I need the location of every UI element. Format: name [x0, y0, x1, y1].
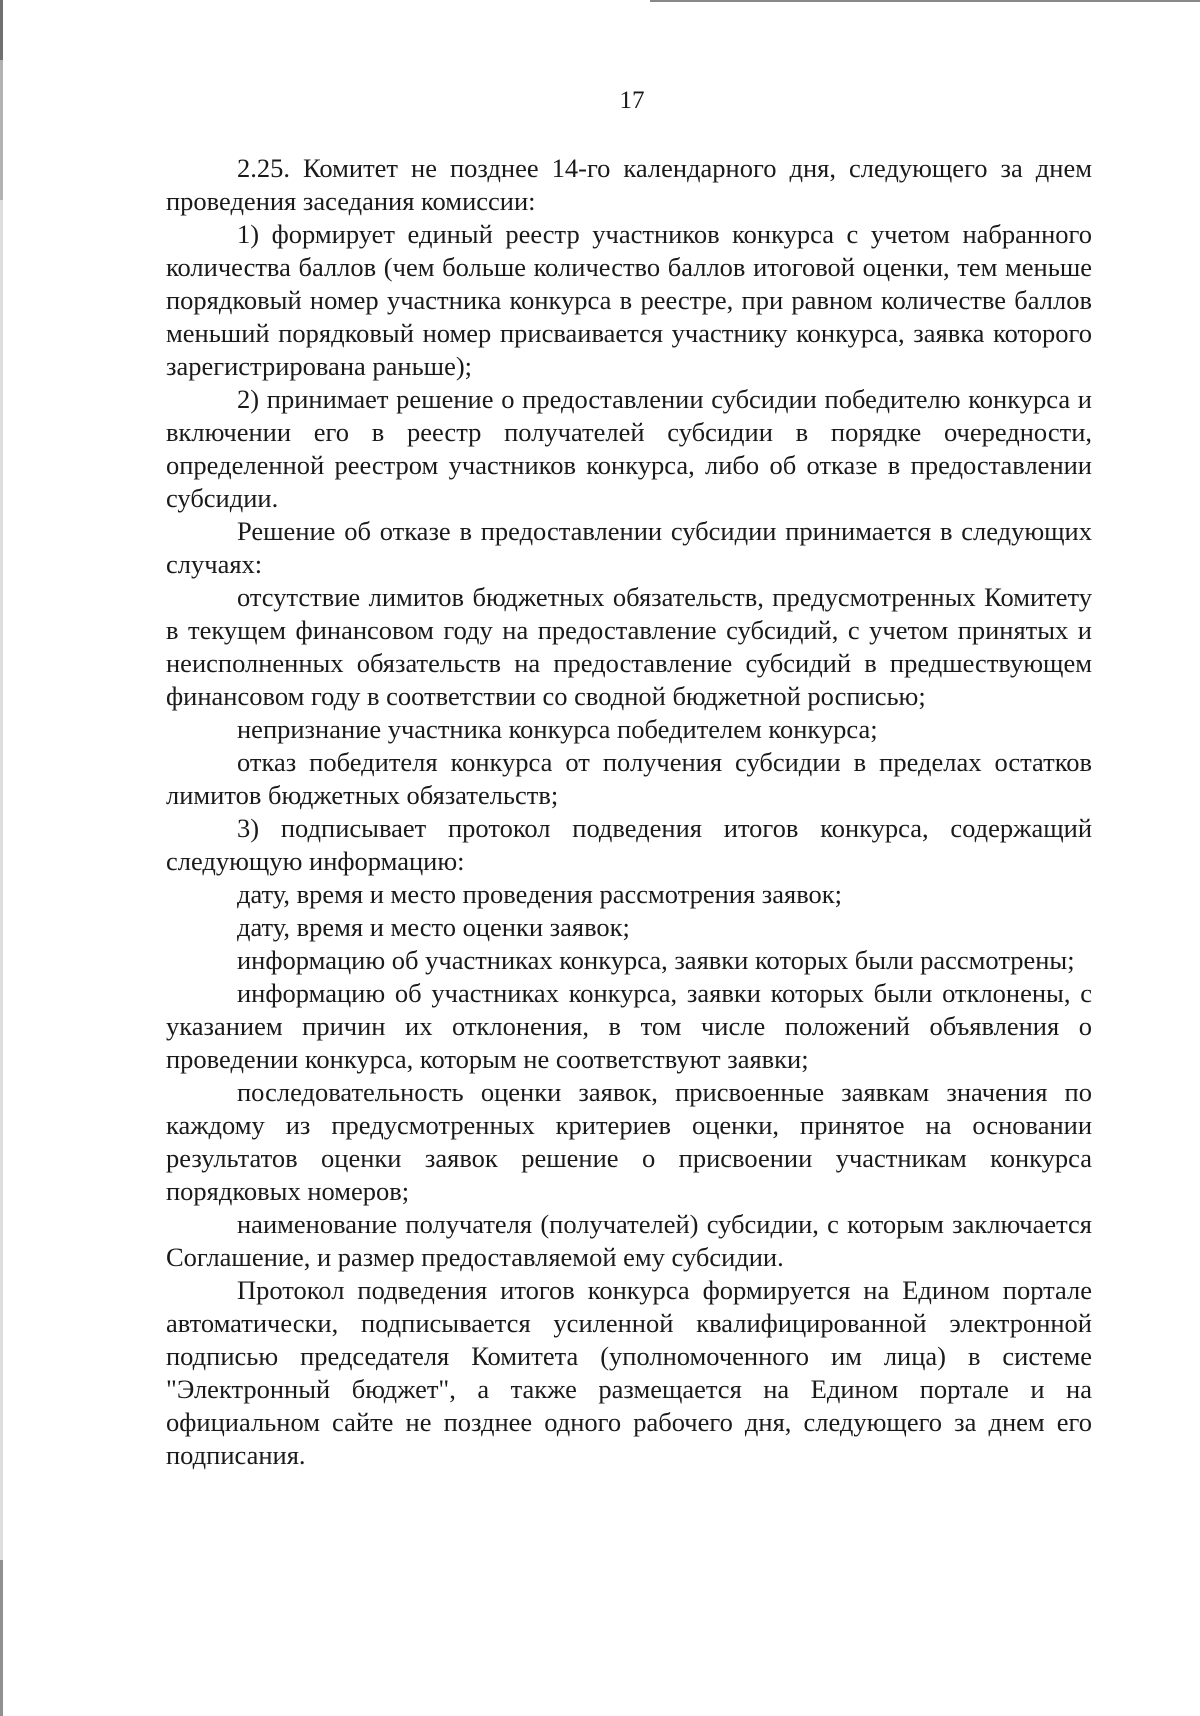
paragraph-protocol-publication: Протокол подведения итогов конкурса формируется на Едином портале автоматически, подписывается усиленной квалифицированной электронной подписью председателя Комитета (уполномоченного им лица) в системе "Электронный бюджет", а также размещается на Едином портале и на официальном сайте не позднее одного рабочего дня, следующего за днем его подписания.: [166, 1275, 1092, 1470]
paragraph-protocol-info-5: последовательность оценки заявок, присвоенные заявкам значения по каждому из предусмотренных критериев оценки, принятое на основании результатов оценки заявок решение о присвоении участникам конкурса порядковых номеров;: [166, 1077, 1092, 1206]
paragraph-2-25: 2.25. Комитет не позднее 14-го календарного дня, следующего за днем проведения заседания комиссии:: [166, 153, 1092, 216]
paragraph-protocol-info-2: дату, время и место оценки заявок;: [237, 912, 630, 942]
document-body: [166, 152, 1092, 1472]
paragraph-item-2: 2) принимает решение о предоставлении субсидии победителю конкурса и включении его в реестр получателей субсидии в порядке очередности, определенной реестром участников конкурса, либо об отказе в предоставлении субсидии.: [166, 384, 1092, 513]
paragraph-protocol-info-4: информацию об участниках конкурса, заявки которых были отклонены, с указанием причин их отклонения, в том числе положений объявления о проведении конкурса, которым не соответствуют заявки;: [166, 978, 1092, 1074]
paragraph-item-3: 3) подписывает протокол подведения итогов конкурса, содержащий следующую информацию:: [166, 813, 1092, 876]
paragraph-item-1: 1) формирует единый реестр участников конкурса с учетом набранного количества баллов (чем больше количество баллов итоговой оценки, тем меньше порядковый номер участника конкурса в реестре, при равном количестве баллов меньший порядковый номер присваивается участнику конкурса, заявка которого зарегистрирована раньше);: [166, 219, 1092, 381]
paragraph-refusal-intro: Решение об отказе в предоставлении субсидии принимается в следующих случаях:: [166, 516, 1092, 579]
paragraph-refusal-case-2: непризнание участника конкурса победителем конкурса;: [237, 714, 878, 744]
paragraph-protocol-info-6: наименование получателя (получателей) субсидии, с которым заключается Соглашение, и размер предоставляемой ему субсидии.: [166, 1209, 1092, 1272]
scan-left-edge: [0, 0, 3, 1716]
page-number: 17: [619, 87, 645, 114]
scan-top-edge: [650, 0, 1200, 2]
paragraph-protocol-info-1: дату, время и место проведения рассмотрения заявок;: [237, 879, 843, 909]
paragraph-refusal-case-1: отсутствие лимитов бюджетных обязательств, предусмотренных Комитету в текущем финансовом году на предоставление субсидий, с учетом принятых и неисполненных обязательств на предоставление субсидий в предшествующем финансовом году в соответствии со сводной бюджетной росписью;: [166, 582, 1092, 711]
paragraph-refusal-case-3: отказ победителя конкурса от получения субсидии в пределах остатков лимитов бюджетных обязательств;: [166, 747, 1092, 810]
paragraph-protocol-info-3: информацию об участниках конкурса, заявки которых были рассмотрены;: [237, 945, 1075, 975]
